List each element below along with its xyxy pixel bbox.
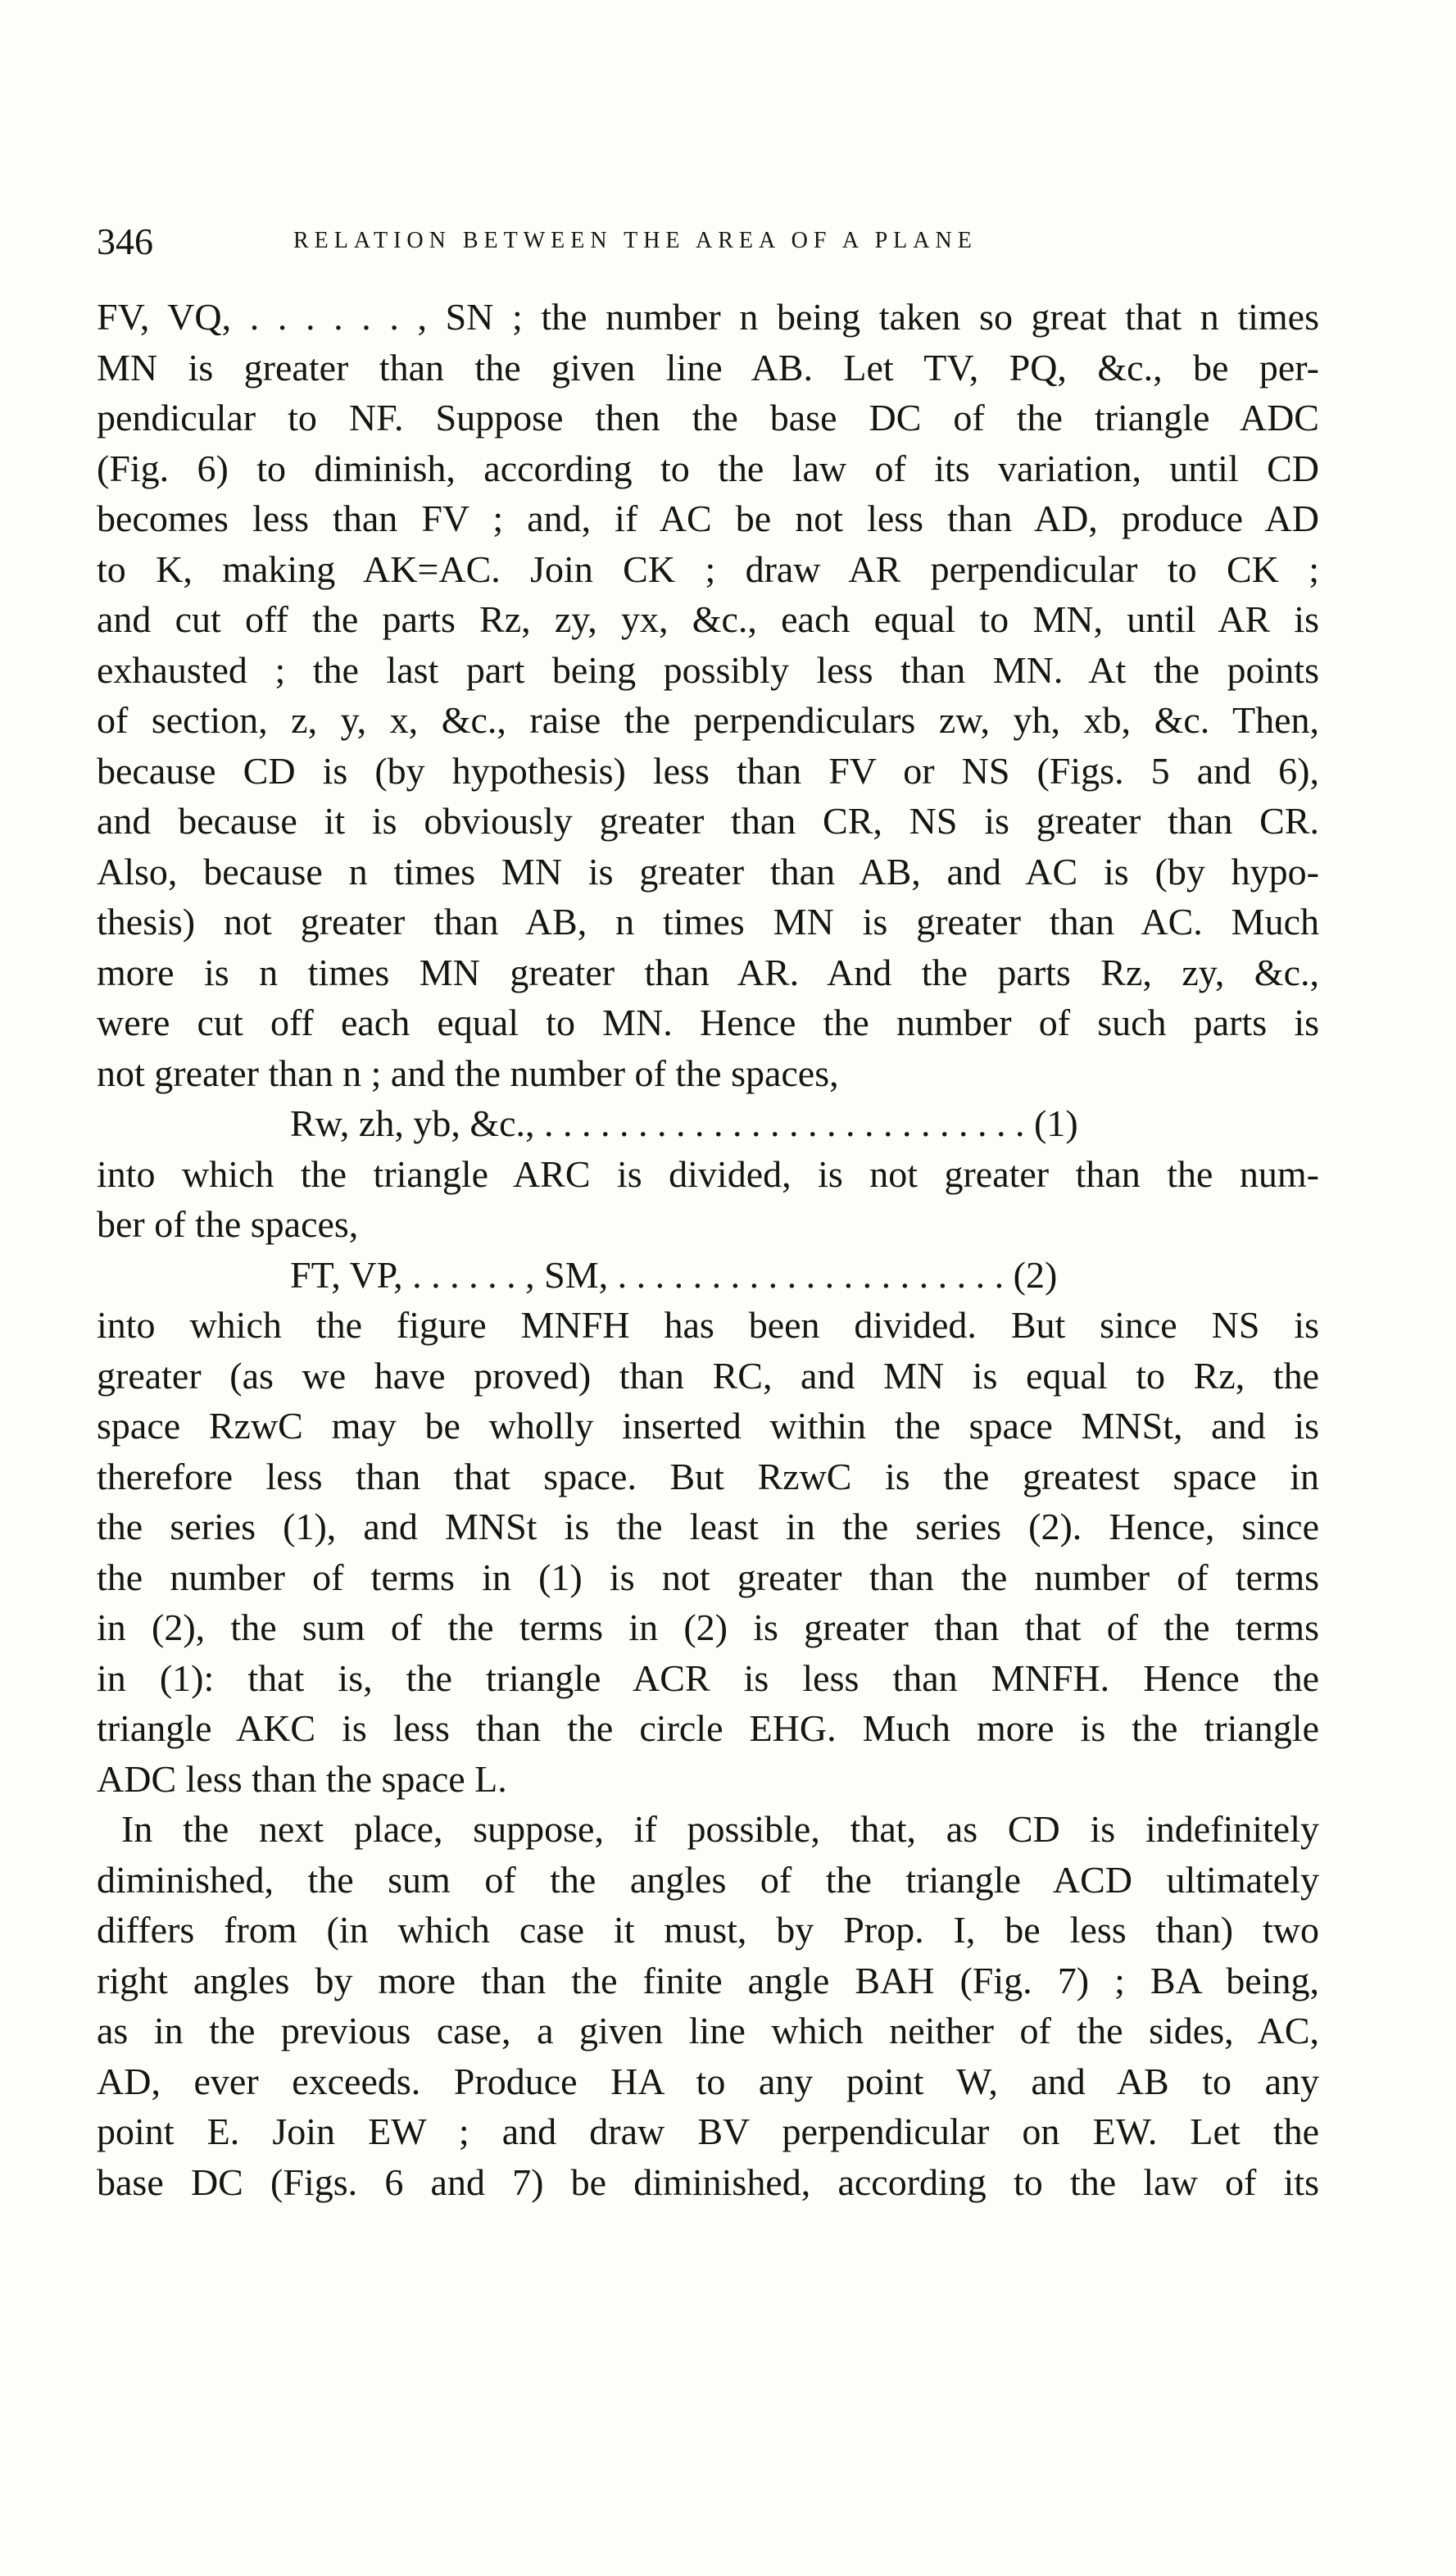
series-line-1: Rw, zh, yb, &c., . . . . . . . . . . . . . . . . . . . . . . . . . . (1) [290, 1102, 1078, 1144]
text-line: into which the triangle ARC is divided, is not greater than the num- [97, 1152, 1319, 1195]
text-line: in (2), the sum of the terms in (2) is greater than that of the terms [97, 1606, 1319, 1648]
body-text [97, 292, 1319, 2207]
text-line: thesis) not greater than AB, n times MN is greater than AC. Much [97, 901, 1319, 943]
text-line: MN is greater than the given line AB. Let TV, PQ, &c., be per- [97, 346, 1319, 388]
text-line: the series (1), and MNSt is the least in the series (2). Hence, since [97, 1506, 1319, 1547]
text-line: of section, z, y, x, &c., raise the perpendiculars zw, yh, xb, &c. Then, [97, 699, 1319, 741]
page-header [97, 220, 1154, 269]
text-line: were cut off each equal to MN. Hence the number of such parts is [97, 1002, 1319, 1043]
text-line: pendicular to NF. Suppose then the base DC of the triangle ADC [97, 397, 1319, 438]
text-line: in (1): that is, the triangle ACR is less than MNFH. Hence the [97, 1656, 1319, 1699]
text-line: ber of the spaces, [97, 1203, 359, 1245]
text-line: more is n times MN greater than AR. And the parts Rz, zy, &c., [97, 951, 1319, 993]
text-line: FV, VQ, . . . . . . , SN ; the number n being taken so great that n times [97, 296, 1319, 338]
text-line: exhausted ; the last part being possibly less than MN. At the points [97, 648, 1319, 691]
text-line: AD, ever exceeds. Produce HA to any point W, and AB to any [97, 2060, 1319, 2102]
text-line: therefore less than that space. But RzwC is the greatest space in [97, 1455, 1319, 1497]
text-line: not greater than n ; and the number of the spaces, [97, 1052, 839, 1094]
text-line: becomes less than FV ; and, if AC be not less than AD, produce AD [97, 497, 1319, 539]
text-line: base DC (Figs. 6 and 7) be diminished, according to the law of its [97, 2160, 1319, 2203]
text-line: to K, making AK=AC. Join CK ; draw AR perpendicular to CK ; [97, 547, 1319, 590]
text-line: (Fig. 6) to diminish, according to the law of its variation, until CD [97, 447, 1319, 489]
series-line-2: FT, VP, . . . . . . , SM, . . . . . . . . . . . . . . . . . . . . . (2) [290, 1253, 1058, 1296]
text-line: as in the previous case, a given line which neither of the sides, AC, [97, 2010, 1319, 2051]
text-line: because CD is (by hypothesis) less than FV or NS (Figs. 5 and 6), [97, 749, 1319, 792]
text-line: In the next place, suppose, if possible, that, as CD is indefinitely [121, 1808, 1319, 1850]
text-line: and because it is obviously greater than CR, NS is greater than CR. [97, 800, 1319, 842]
text-line: space RzwC may be wholly inserted within the space MNSt, and is [97, 1405, 1319, 1447]
page-number: 346 [97, 220, 153, 262]
text-line: and cut off the parts Rz, zy, yx, &c., each equal to MN, until AR is [97, 598, 1319, 640]
running-head: RELATION BETWEEN THE AREA OF A PLANE [293, 228, 977, 253]
text-line: differs from (in which case it must, by Prop. I, be less than) two [97, 1909, 1319, 1951]
text-line: point E. Join EW ; and draw BV perpendicular on EW. Let the [97, 2110, 1319, 2152]
text-line: diminished, the sum of the angles of the triangle ACD ultimately [97, 1858, 1319, 1901]
text-line: triangle AKC is less than the circle EHG. Much more is the triangle [97, 1707, 1319, 1749]
text-line: the number of terms in (1) is not greater than the number of terms [97, 1556, 1319, 1598]
text-line: right angles by more than the finite angle BAH (Fig. 7) ; BA being, [97, 1959, 1319, 2001]
text-line: greater (as we have proved) than RC, and MN is equal to Rz, the [97, 1354, 1319, 1397]
text-line: ADC less than the space L. [97, 1757, 507, 1800]
text-line: Also, because n times MN is greater than AB, and AC is (by hypo- [97, 850, 1319, 893]
text-line: into which the figure MNFH has been divided. But since NS is [97, 1304, 1319, 1346]
